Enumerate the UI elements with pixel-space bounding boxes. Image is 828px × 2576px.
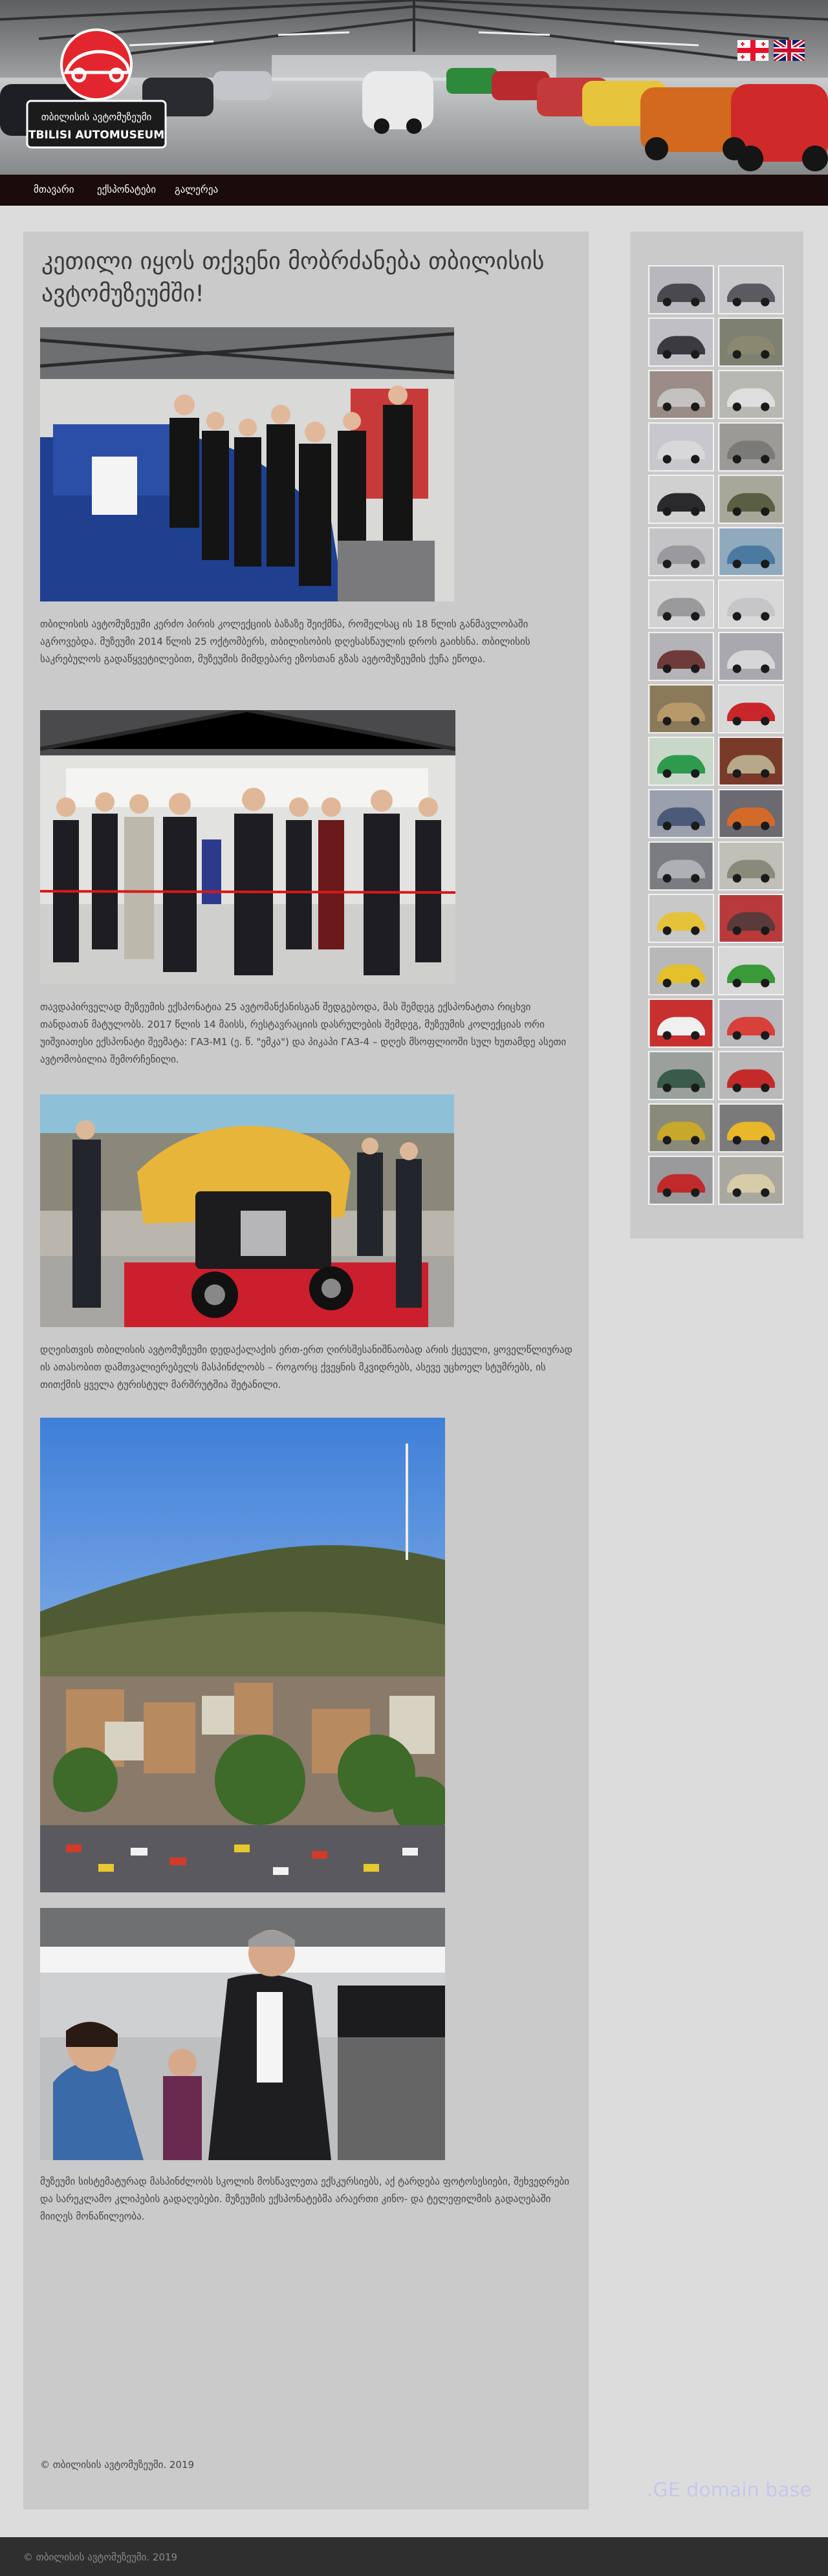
gallery-thumb-2[interactable] — [718, 265, 784, 314]
gallery-thumb-23[interactable] — [648, 841, 714, 891]
georgia-flag-icon[interactable] — [737, 40, 768, 61]
gallery-thumb-20[interactable] — [718, 737, 784, 786]
logo-text-english: TBILISI AUTOMUSEUM — [28, 129, 165, 142]
domain-base-link[interactable]: .GE domain base — [647, 2479, 812, 2502]
gallery-thumb-10[interactable] — [718, 475, 784, 524]
gallery-thumb-21[interactable] — [648, 789, 714, 838]
footer-copyright: © თბილისის ავტომუზეუმი. 2019 — [23, 2551, 178, 2563]
gallery-thumb-8[interactable] — [718, 422, 784, 471]
gallery-thumb-17[interactable] — [648, 684, 714, 733]
gallery-thumb-1[interactable] — [648, 265, 714, 314]
gallery-thumb-12[interactable] — [718, 527, 784, 576]
gallery-thumb-16[interactable] — [718, 632, 784, 681]
gallery-thumb-33[interactable] — [648, 1103, 714, 1153]
gallery-thumb-22[interactable] — [718, 789, 784, 838]
gallery-thumb-32[interactable] — [718, 1051, 784, 1100]
nav-item-exhibits[interactable]: ექსპონატები — [97, 184, 156, 195]
gallery-thumb-25[interactable] — [648, 894, 714, 943]
gallery-thumb-26[interactable] — [718, 894, 784, 943]
copyright-notice: © თბილისის ავტომუზეუმი. 2019 — [40, 2459, 195, 2471]
main-content — [23, 232, 589, 2509]
sidebar-gallery — [630, 232, 803, 1239]
gallery-thumb-34[interactable] — [718, 1103, 784, 1153]
page-title: კეთილი იყოს თქვენი მობრძანება თბილისის ავტომუზეუმში! — [41, 248, 545, 307]
gallery-thumb-6[interactable] — [718, 370, 784, 419]
gallery-thumb-15[interactable] — [648, 632, 714, 681]
gallery-thumb-4[interactable] — [718, 318, 784, 367]
gallery-thumb-7[interactable] — [648, 422, 714, 471]
gallery-thumb-27[interactable] — [648, 946, 714, 995]
gallery-thumb-31[interactable] — [648, 1051, 714, 1100]
events-paragraph: მუზეუმი სისტემატურად მასპინძლობს სკოლის მოსწავლეთა ექსკურსიებს, აქ ტარდება ფოტოსესიები, შეხვედრები და სარეკლამო კლიპების გადაღებები. მუზეუმის ექსპონატებმა არაერთი კინო- და ტელეფილმის გადაღებაში მიიღეს მონაწილეობა. — [40, 2176, 569, 2222]
intro-paragraph: თბილისის ავტომუზეუმი კერძო პირის კოლექციის ბაზაზე შეიქმნა, რომელსაც ის 18 წლის განმავლობაში აგროვებდა. მუზეუმი 2014 წლის 25 ოქტომბერს, თბილისობის დღესასწაულის დროს გაიხსნა. თბილისის საკრებულოს გადაწყვეტილებით, მუზეუმის მიმდებარე ეზოსთან გზას ავტომუზეუმის ქუჩა ეწოდა. — [40, 618, 530, 665]
uk-flag-icon[interactable] — [774, 40, 805, 61]
photo-classic-car-unveiling[interactable] — [40, 1094, 454, 1327]
gallery-thumb-13[interactable] — [648, 579, 714, 629]
photo-director-greeting[interactable] — [40, 1908, 445, 2160]
logo-text-georgian: თბილისის ავტომუზეუმი — [41, 111, 152, 123]
gallery-thumb-30[interactable] — [718, 999, 784, 1048]
gallery-thumb-3[interactable] — [648, 318, 714, 367]
popularity-paragraph: დღეისთვის თბილისის ავტომუზეუმი დედაქალაქის ერთ-ერთ ღირსშესანიშნაობად არის ქცეული, ყოველწლიურად ის ათასობით დამთვალიერებელს მასპინძლობს – როგორც ქვეყნის მკვიდრებს, ასევე უცხოელ სტუმრებს, ის თითქმის ყველა ტურისტულ მარშრუტშია შეტანილი. — [40, 1344, 572, 1391]
gallery-thumb-11[interactable] — [648, 527, 714, 576]
site-footer — [0, 2537, 828, 2576]
gallery-thumb-18[interactable] — [718, 684, 784, 733]
museum-logo[interactable] — [26, 26, 167, 149]
site-header — [0, 0, 828, 175]
nav-item-gallery[interactable]: გალერეა — [175, 184, 219, 195]
history-paragraph: თავდაპირველად მუზეუმის ექსპონატია 25 ავტომანქანისგან შედგებოდა, მას შემდეგ ექსპონატთა რიცხვი თანდათან მატულობს. 2017 წლის 14 მაისს, რესტავრაციის დასრულების შემდეგ, მუზეუმის კოლექციას ორი უიშვიათესი ექსპონატი შეემატა: ГАЗ-М1 (ე. წ. "ემკა") და პიკაპი ГАЗ-4 – დღეს მსოფლიოში სულ ხუთამდე ასეთი ავტომობილია შემორჩენილი. — [40, 1001, 567, 1065]
gallery-thumb-24[interactable] — [718, 841, 784, 891]
main-navigation — [0, 175, 828, 206]
gallery-thumb-14[interactable] — [718, 579, 784, 629]
gallery-thumb-19[interactable] — [648, 737, 714, 786]
gallery-thumb-5[interactable] — [648, 370, 714, 419]
gallery-thumb-35[interactable] — [648, 1156, 714, 1205]
gallery-thumb-9[interactable] — [648, 475, 714, 524]
photo-tbilisi-city-view[interactable] — [40, 1418, 445, 1892]
gallery-thumb-28[interactable] — [718, 946, 784, 995]
language-switcher — [737, 40, 805, 61]
photo-students-visit[interactable] — [40, 327, 454, 601]
nav-item-home[interactable]: მთავარი — [34, 184, 74, 195]
gallery-thumb-29[interactable] — [648, 999, 714, 1048]
gallery-thumb-36[interactable] — [718, 1156, 784, 1205]
photo-opening-ceremony[interactable] — [40, 710, 455, 984]
